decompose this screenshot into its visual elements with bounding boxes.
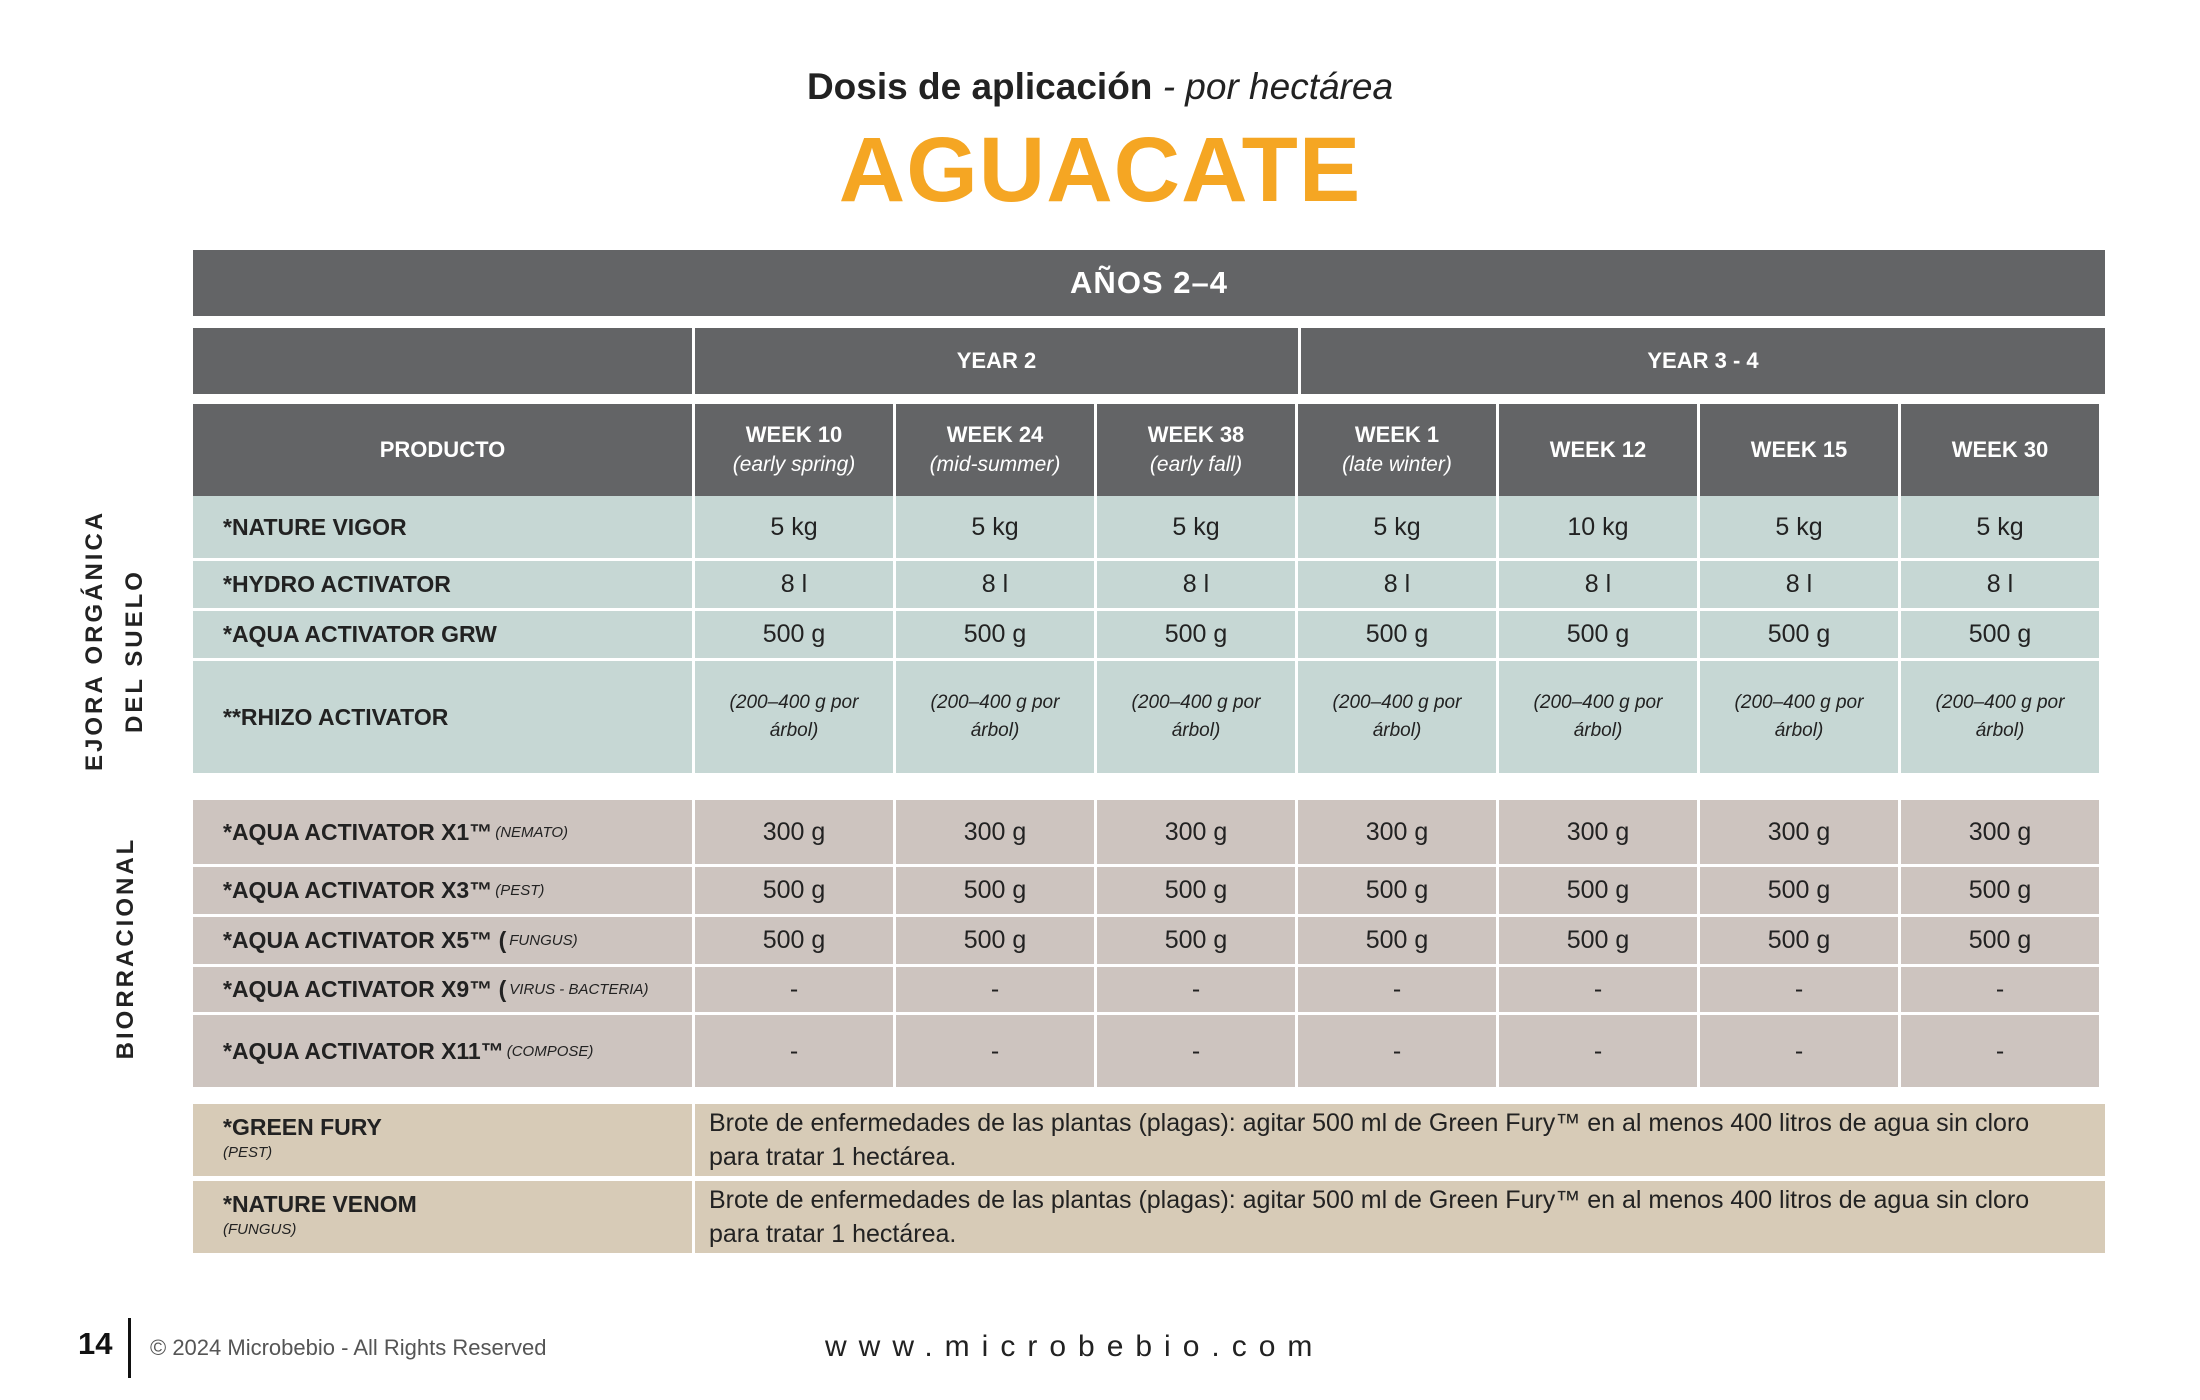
copyright-text: © 2024 Microbebio - All Rights Reserved xyxy=(150,1335,547,1360)
week-season: (early fall) xyxy=(1149,453,1243,476)
week-column-header xyxy=(1298,404,1496,496)
subtitle-bold: Dosis de aplicación xyxy=(806,66,1153,107)
application-description: Brote de enfermedades de las plantas (plagas): agitar 500 ml de Green Fury™ en al menos 400 litros de agua sin cloro para tratar 1 hectárea. xyxy=(695,1104,2105,1176)
dose-cell: 300 g xyxy=(1097,800,1295,864)
dose-cell: 500 g xyxy=(896,917,1094,964)
page-number: 14 xyxy=(78,1326,113,1361)
dose-cell: - xyxy=(1901,967,2099,1012)
dose-cell: 300 g xyxy=(1901,800,2099,864)
dose-cell: (200–400 g por árbol) xyxy=(1298,661,1496,773)
year-group-header: YEAR 2 xyxy=(695,328,1298,394)
week-label: WEEK 12 xyxy=(1549,437,1647,462)
product-name-cell xyxy=(193,1015,692,1087)
product-header-label: PRODUCTO xyxy=(379,437,506,462)
product-name-cell xyxy=(193,967,692,1012)
dose-cell: - xyxy=(1700,967,1898,1012)
product-name: *AQUA ACTIVATOR X3™ xyxy=(223,877,493,903)
dose-cell: - xyxy=(1499,1015,1697,1087)
product-name-cell xyxy=(193,496,692,558)
dose-cell: - xyxy=(1298,967,1496,1012)
product-name-cell xyxy=(193,867,692,914)
crop-title: AGUACATE xyxy=(838,119,1362,221)
product-name: *HYDRO ACTIVATOR xyxy=(223,571,451,597)
dose-cell: 8 l xyxy=(1097,561,1295,608)
side-label-line: BIORRACIONAL xyxy=(112,836,139,1060)
dose-cell: 500 g xyxy=(1901,611,2099,658)
application-description: Brote de enfermedades de las plantas (plagas): agitar 500 ml de Green Fury™ en al menos 400 litros de agua sin cloro para tratar 1 hectárea. xyxy=(695,1181,2105,1253)
product-name-cell xyxy=(193,800,692,864)
dose-cell: 500 g xyxy=(1298,867,1496,914)
product-name-cell xyxy=(193,661,692,773)
dose-cell: (200–400 g por árbol) xyxy=(1901,661,2099,773)
dose-cell: 500 g xyxy=(896,867,1094,914)
dose-cell: 500 g xyxy=(1700,917,1898,964)
dose-cell: 500 g xyxy=(1097,867,1295,914)
years-band-title: AÑOS 2–4 xyxy=(193,250,2105,316)
dose-cell: 500 g xyxy=(1499,611,1697,658)
week-column-header xyxy=(695,404,893,496)
product-tag: (COMPOSE) xyxy=(506,1042,594,1060)
dose-cell: 500 g xyxy=(1499,867,1697,914)
product-tag: (FUNGUS) xyxy=(223,1221,297,1238)
week-column-header xyxy=(1097,404,1295,496)
dose-cell: - xyxy=(1700,1015,1898,1087)
subtitle-italic: - por hectárea xyxy=(1162,66,1394,107)
week-column-header xyxy=(1901,404,2099,496)
week-column-header xyxy=(1499,404,1697,496)
dose-cell: 500 g xyxy=(1901,917,2099,964)
product-name: *AQUA ACTIVATOR X5™ ( xyxy=(223,927,507,953)
dose-cell: 500 g xyxy=(1298,917,1496,964)
footer-divider xyxy=(128,1318,131,1378)
dose-cell: - xyxy=(695,967,893,1012)
website-link[interactable]: www.microbebio.com xyxy=(825,1330,1325,1363)
dose-cell: 500 g xyxy=(1298,611,1496,658)
product-name: *NATURE VIGOR xyxy=(223,513,407,540)
dose-cell: - xyxy=(1499,967,1697,1012)
product-name: *AQUA ACTIVATOR GRW xyxy=(223,621,497,647)
dose-cell: 500 g xyxy=(1097,917,1295,964)
dose-cell: 5 kg xyxy=(1097,496,1295,558)
side-label-line: DEL SUELO xyxy=(121,569,148,733)
week-label: WEEK 38 xyxy=(1147,422,1245,447)
dose-cell: 300 g xyxy=(896,800,1094,864)
product-name: *AQUA ACTIVATOR X11™ xyxy=(223,1037,504,1064)
product-name: *AQUA ACTIVATOR X1™ xyxy=(223,818,493,845)
dose-cell: 5 kg xyxy=(1700,496,1898,558)
week-label: WEEK 24 xyxy=(946,422,1044,447)
dose-cell: (200–400 g por árbol) xyxy=(896,661,1094,773)
dose-cell: 5 kg xyxy=(896,496,1094,558)
dose-cell: (200–400 g por árbol) xyxy=(695,661,893,773)
week-season: (early spring) xyxy=(732,453,856,476)
product-tag: (NEMATO) xyxy=(495,823,568,841)
week-column-header xyxy=(896,404,1094,496)
dose-cell: - xyxy=(1097,967,1295,1012)
dose-cell: (200–400 g por árbol) xyxy=(1499,661,1697,773)
product-name: *NATURE VENOM xyxy=(223,1191,417,1217)
product-name-cell xyxy=(193,611,692,658)
dose-cell: 5 kg xyxy=(695,496,893,558)
dose-cell: 8 l xyxy=(1901,561,2099,608)
dose-cell: 300 g xyxy=(1700,800,1898,864)
product-name-cell xyxy=(193,917,692,964)
page-subtitle xyxy=(0,66,2200,108)
dose-cell: 10 kg xyxy=(1499,496,1697,558)
dose-cell: 500 g xyxy=(1901,867,2099,914)
product-tag: FUNGUS) xyxy=(509,932,578,949)
week-label: WEEK 15 xyxy=(1750,437,1848,462)
product-tag: VIRUS - BACTERIA) xyxy=(509,981,649,998)
dose-cell: 300 g xyxy=(695,800,893,864)
dose-cell: - xyxy=(695,1015,893,1087)
dose-cell: 500 g xyxy=(1700,867,1898,914)
product-name: *GREEN FURY xyxy=(223,1114,382,1140)
dose-cell: 300 g xyxy=(1499,800,1697,864)
week-label: WEEK 30 xyxy=(1951,437,2049,462)
dose-cell: - xyxy=(896,1015,1094,1087)
dose-cell: 500 g xyxy=(695,917,893,964)
week-label: WEEK 10 xyxy=(745,422,843,447)
product-name-cell xyxy=(193,1104,692,1176)
dose-cell: 8 l xyxy=(1700,561,1898,608)
product-name-cell xyxy=(193,561,692,608)
side-label-line: EJORA ORGÁNICA xyxy=(81,509,108,771)
dose-cell: 500 g xyxy=(695,867,893,914)
dose-cell: 5 kg xyxy=(1901,496,2099,558)
dose-cell: 8 l xyxy=(695,561,893,608)
dose-cell: 5 kg xyxy=(1298,496,1496,558)
year-group-header: YEAR 3 - 4 xyxy=(1301,328,2105,394)
product-tag: (PEST) xyxy=(223,1144,273,1161)
product-name-cell xyxy=(193,1181,692,1253)
dose-cell: 500 g xyxy=(1499,917,1697,964)
week-season: (mid-summer) xyxy=(929,453,1061,476)
week-column-header xyxy=(1700,404,1898,496)
year-header-blank xyxy=(193,328,692,394)
dose-cell: - xyxy=(1097,1015,1295,1087)
product-name: *AQUA ACTIVATOR X9™ ( xyxy=(223,976,507,1002)
product-column-header xyxy=(193,404,692,496)
dose-cell: 8 l xyxy=(1298,561,1496,608)
dose-cell: 500 g xyxy=(695,611,893,658)
product-tag: (PEST) xyxy=(495,882,545,899)
product-name: **RHIZO ACTIVATOR xyxy=(223,703,449,730)
week-label: WEEK 1 xyxy=(1354,422,1440,447)
dose-cell: 300 g xyxy=(1298,800,1496,864)
dose-cell: - xyxy=(1298,1015,1496,1087)
dose-cell: 8 l xyxy=(1499,561,1697,608)
dose-cell: 500 g xyxy=(1097,611,1295,658)
dose-cell: (200–400 g por árbol) xyxy=(1700,661,1898,773)
week-season: (late winter) xyxy=(1342,453,1452,476)
dose-cell: 500 g xyxy=(896,611,1094,658)
dose-cell: 500 g xyxy=(1700,611,1898,658)
dose-cell: 8 l xyxy=(896,561,1094,608)
dose-cell: (200–400 g por árbol) xyxy=(1097,661,1295,773)
dose-cell: - xyxy=(1901,1015,2099,1087)
dose-cell: - xyxy=(896,967,1094,1012)
